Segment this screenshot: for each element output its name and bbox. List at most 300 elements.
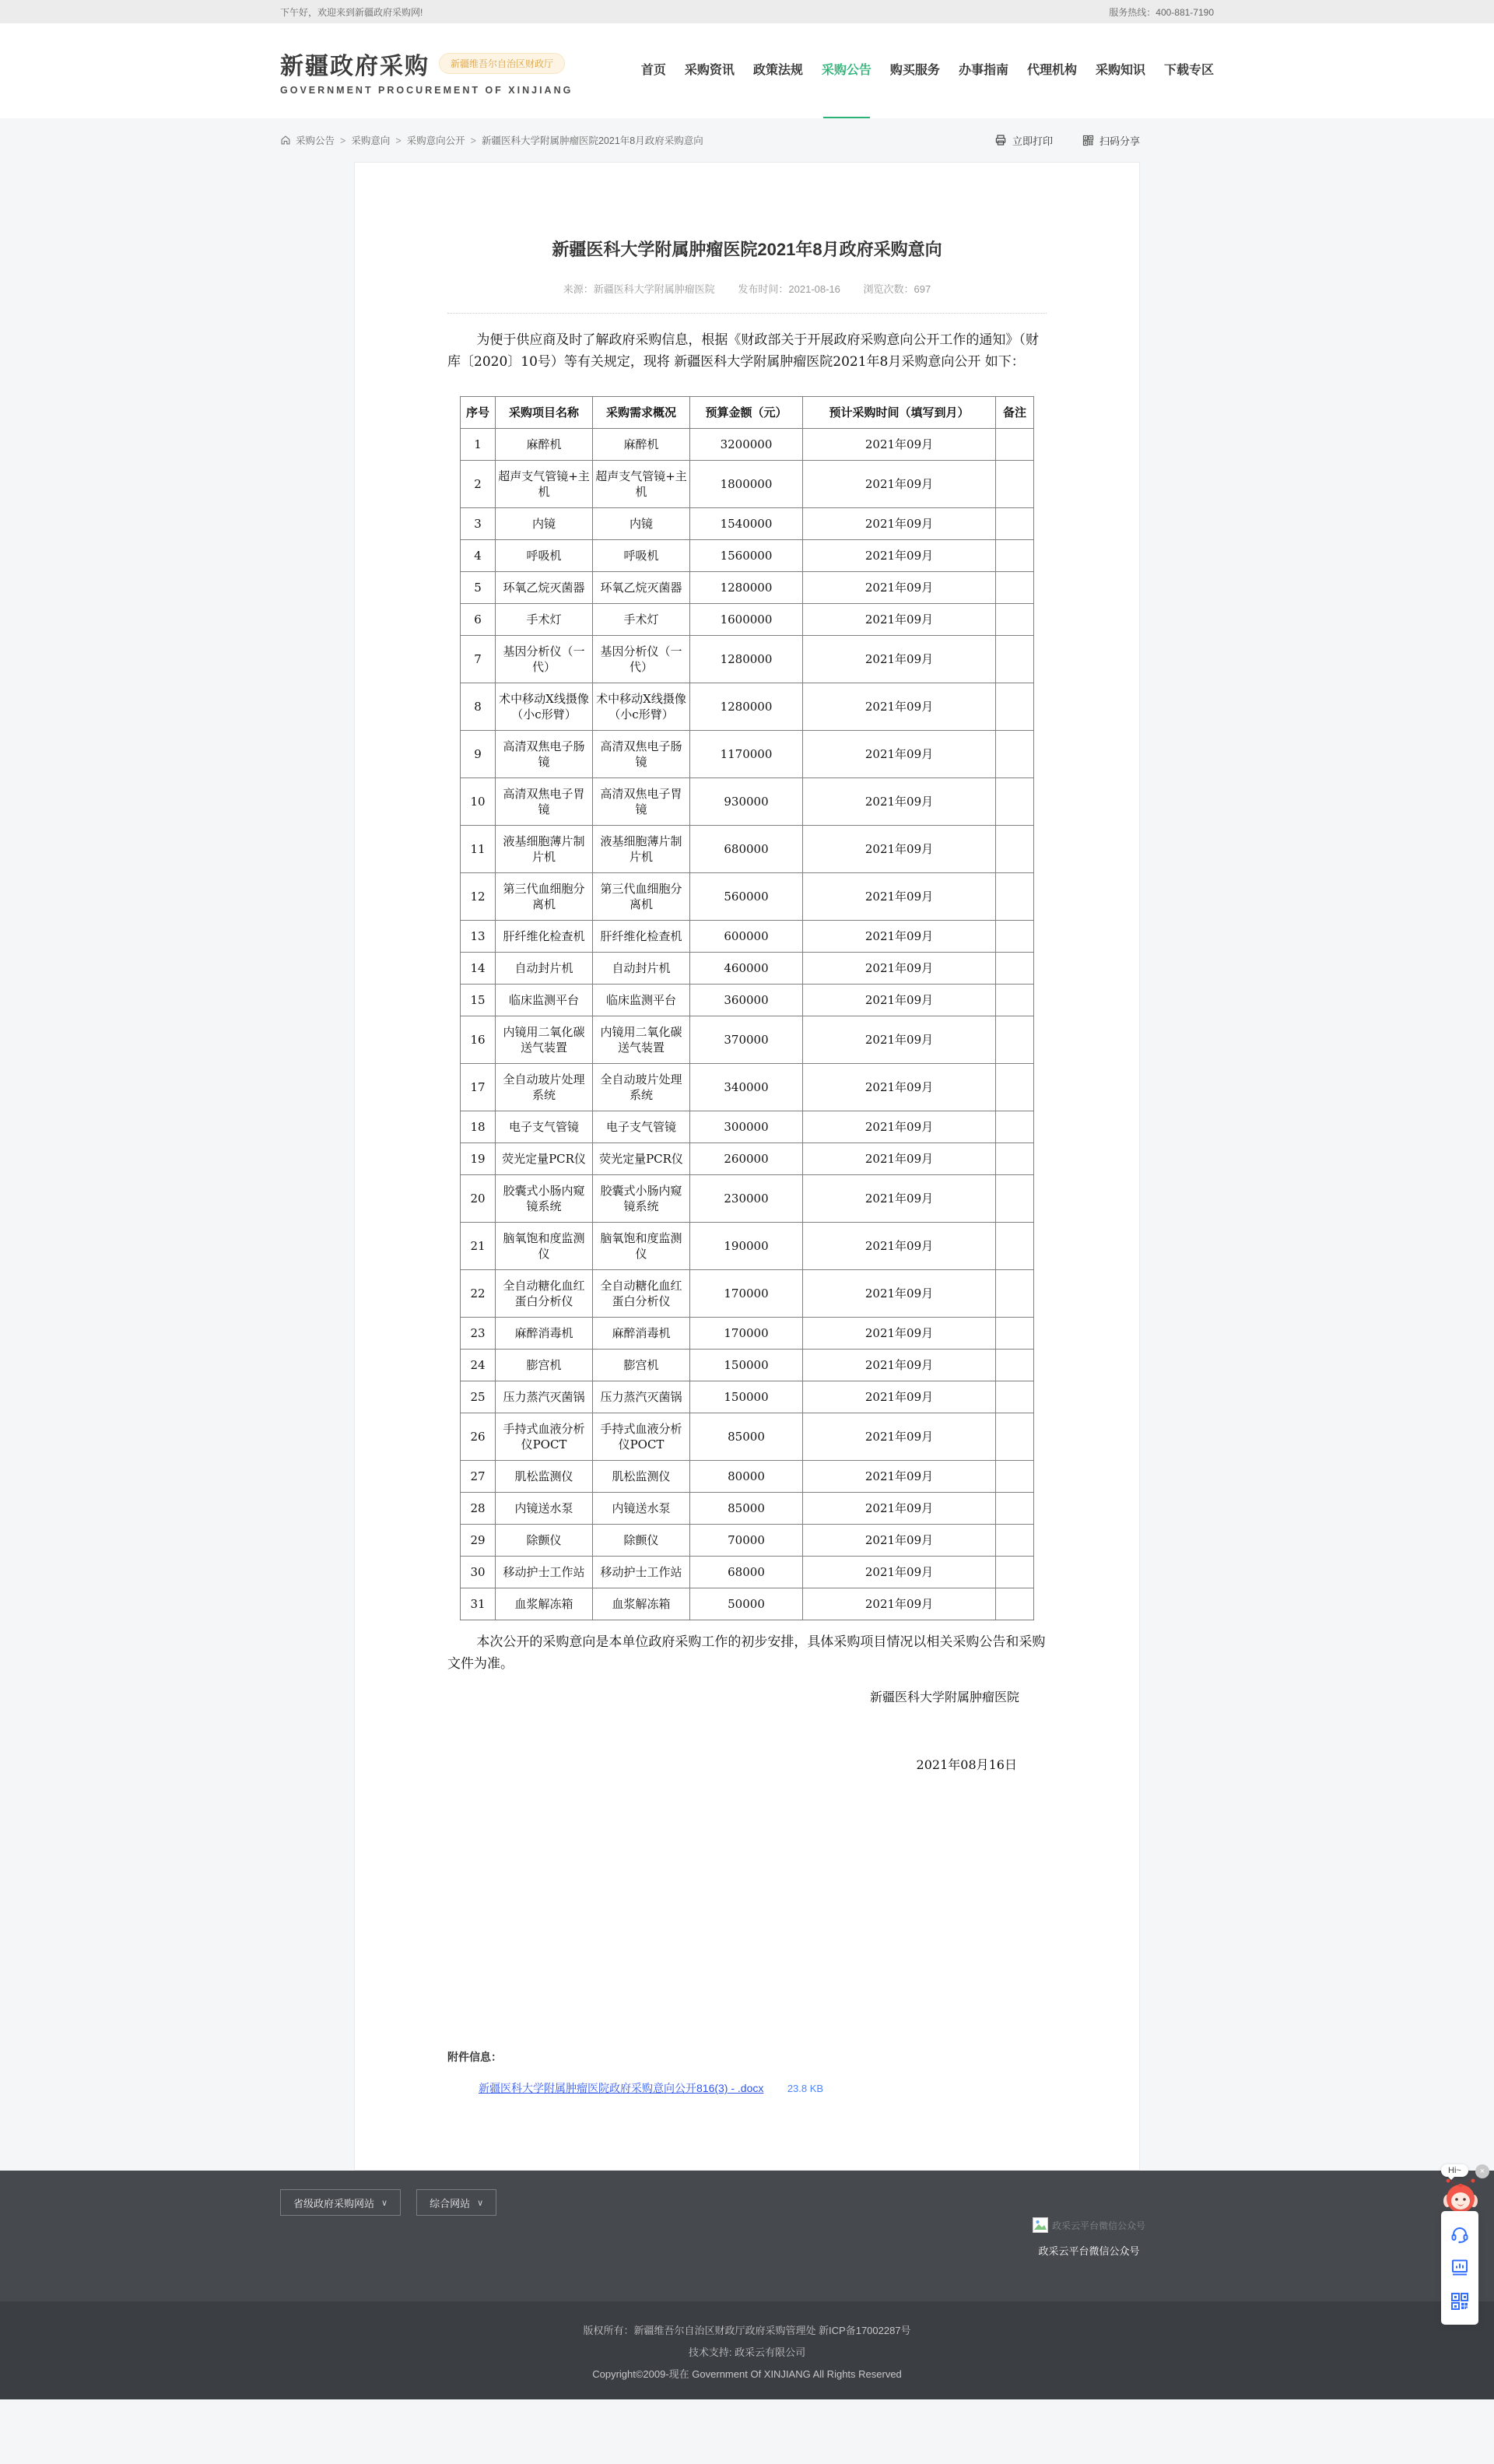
table-cell: 150000 bbox=[690, 1350, 803, 1381]
table-cell: 电子支气管镜 bbox=[593, 1111, 690, 1143]
table-cell: 14 bbox=[461, 953, 496, 985]
greeting-text: 下午好，欢迎来到新疆政府采购网! bbox=[280, 6, 423, 18]
table-row bbox=[461, 1143, 1034, 1175]
article-card bbox=[354, 162, 1140, 2171]
table-cell: 68000 bbox=[690, 1557, 803, 1588]
table-cell: 2021年09月 bbox=[803, 1111, 996, 1143]
nav-item-policy[interactable]: 政策法规 bbox=[752, 64, 803, 77]
table-row bbox=[461, 1557, 1034, 1588]
table-cell: 全自动玻片处理系统 bbox=[593, 1064, 690, 1111]
table-cell bbox=[996, 1557, 1034, 1588]
portal-site-select-label: 综合网站 bbox=[430, 2197, 471, 2210]
table-cell: 2021年09月 bbox=[803, 873, 996, 921]
table-cell: 液基细胞薄片制片机 bbox=[593, 826, 690, 873]
table-cell: 移动护士工作站 bbox=[593, 1557, 690, 1588]
breadcrumb-separator: > bbox=[395, 135, 402, 146]
table-cell bbox=[996, 1270, 1034, 1318]
table-cell: 7 bbox=[461, 636, 496, 683]
table-cell: 自动封片机 bbox=[496, 953, 593, 985]
table-cell: 移动护士工作站 bbox=[496, 1557, 593, 1588]
table-cell: 190000 bbox=[690, 1223, 803, 1270]
table-cell: 胶囊式小肠内窥镜系统 bbox=[496, 1175, 593, 1223]
table-cell: 术中移动X线摄像（小c形臂） bbox=[593, 683, 690, 731]
site-footer bbox=[0, 2171, 1494, 2399]
table-cell bbox=[996, 1318, 1034, 1350]
table-cell: 2021年09月 bbox=[803, 508, 996, 540]
breadcrumb-row bbox=[0, 118, 1494, 162]
table-cell: 胶囊式小肠内窥镜系统 bbox=[593, 1175, 690, 1223]
table-cell: 10 bbox=[461, 778, 496, 826]
table-row bbox=[461, 461, 1034, 508]
table-cell: 2021年09月 bbox=[803, 1557, 996, 1588]
table-cell: 内镜送水泵 bbox=[593, 1493, 690, 1525]
table-cell: 22 bbox=[461, 1270, 496, 1318]
table-cell: 环氧乙烷灭菌器 bbox=[496, 572, 593, 604]
table-cell bbox=[996, 636, 1034, 683]
share-button[interactable] bbox=[1082, 133, 1140, 148]
table-row bbox=[461, 1111, 1034, 1143]
copyright-bar bbox=[0, 2301, 1494, 2399]
table-row bbox=[461, 604, 1034, 636]
table-row bbox=[461, 1525, 1034, 1557]
table-cell: 170000 bbox=[690, 1318, 803, 1350]
table-cell: 2021年09月 bbox=[803, 1350, 996, 1381]
top-strip bbox=[0, 0, 1494, 23]
table-cell: 460000 bbox=[690, 953, 803, 985]
table-cell: 脑氧饱和度监测仪 bbox=[496, 1223, 593, 1270]
table-cell: 230000 bbox=[690, 1175, 803, 1223]
table-cell: 全自动糖化血红蛋白分析仪 bbox=[593, 1270, 690, 1318]
table-cell: 高清双焦电子胃镜 bbox=[593, 778, 690, 826]
table-cell bbox=[996, 1381, 1034, 1413]
table-cell: 150000 bbox=[690, 1381, 803, 1413]
table-cell: 基因分析仪（一代） bbox=[593, 636, 690, 683]
note-paragraph: 本次公开的采购意向是本单位政府采购工作的初步安排，具体采购项目情况以相关采购公告和采购文件为准。 bbox=[447, 1634, 1046, 1673]
table-cell: 2021年09月 bbox=[803, 778, 996, 826]
table-cell: 1280000 bbox=[690, 572, 803, 604]
floating-helper-widget bbox=[1433, 2136, 1492, 2331]
breadcrumb-item[interactable]: 采购意向公开 bbox=[406, 135, 465, 146]
article-body bbox=[447, 329, 1047, 2096]
table-cell: 2021年09月 bbox=[803, 1588, 996, 1620]
table-cell: 2021年09月 bbox=[803, 1064, 996, 1111]
table-cell: 肝纤维化检查机 bbox=[593, 921, 690, 953]
table-cell: 2021年09月 bbox=[803, 604, 996, 636]
intro-paragraph: 为便于供应商及时了解政府采购信息，根据《财政部关于开展政府采购意向公开工作的通知》（财库〔2020〕10号）等有关规定，现将 新疆医科大学附属肿瘤医院2021年8月采购意向公开 如下： bbox=[447, 332, 1039, 370]
table-row bbox=[461, 1588, 1034, 1620]
table-cell: 1 bbox=[461, 429, 496, 461]
table-row bbox=[461, 636, 1034, 683]
table-cell: 8 bbox=[461, 683, 496, 731]
column-header: 预计采购时间（填写到月） bbox=[803, 397, 996, 429]
table-cell: 2021年09月 bbox=[803, 540, 996, 572]
table-cell: 高清双焦电子肠镜 bbox=[593, 731, 690, 778]
table-row bbox=[461, 1064, 1034, 1111]
customer-service-icon[interactable] bbox=[1450, 2224, 1470, 2245]
page-title: 新疆医科大学附属肿瘤医院2021年8月政府采购意向 bbox=[552, 240, 942, 259]
table-cell: 31 bbox=[461, 1588, 496, 1620]
table-cell: 260000 bbox=[690, 1143, 803, 1175]
table-row bbox=[461, 1381, 1034, 1413]
table-cell: 2021年09月 bbox=[803, 731, 996, 778]
close-icon[interactable]: × bbox=[1475, 2164, 1489, 2178]
table-cell: 超声支气管镜+主机 bbox=[496, 461, 593, 508]
table-cell: 全自动玻片处理系统 bbox=[496, 1064, 593, 1111]
breadcrumb-item[interactable]: 采购公告 bbox=[296, 135, 335, 146]
floating-toolbar bbox=[1441, 2211, 1478, 2325]
wechat-qr-alt-text: 政采云平台微信公众号 bbox=[1051, 2220, 1145, 2231]
table-cell: 2021年09月 bbox=[803, 1270, 996, 1318]
table-cell: 手术灯 bbox=[593, 604, 690, 636]
meta-source: 来源：新疆医科大学附属肿瘤医院 bbox=[563, 283, 715, 295]
table-cell: 2021年09月 bbox=[803, 1175, 996, 1223]
table-cell: 荧光定量PCR仪 bbox=[593, 1143, 690, 1175]
table-cell: 85000 bbox=[690, 1493, 803, 1525]
table-cell bbox=[996, 985, 1034, 1016]
nav-item-knowledge[interactable]: 采购知识 bbox=[1095, 64, 1145, 77]
table-cell: 脑氧饱和度监测仪 bbox=[593, 1223, 690, 1270]
wechat-qr-block bbox=[1033, 2217, 1145, 2258]
hotline bbox=[1109, 5, 1214, 19]
table-row bbox=[461, 683, 1034, 731]
table-cell: 50000 bbox=[690, 1588, 803, 1620]
table-cell: 27 bbox=[461, 1461, 496, 1493]
site-logo-title: 新疆政府采购 bbox=[280, 53, 430, 79]
table-cell: 内镜用二氧化碳送气装置 bbox=[496, 1016, 593, 1064]
table-cell: 除颤仪 bbox=[593, 1525, 690, 1557]
table-cell bbox=[996, 429, 1034, 461]
copyright-line: 版权所有：新疆维吾尔自治区财政厅政府采购管理处 新ICP备17002287号 bbox=[583, 2325, 911, 2337]
table-cell: 1540000 bbox=[690, 508, 803, 540]
table-row bbox=[461, 953, 1034, 985]
table-cell: 2021年09月 bbox=[803, 985, 996, 1016]
table-cell: 1560000 bbox=[690, 540, 803, 572]
table-cell: 3 bbox=[461, 508, 496, 540]
table-cell: 全自动糖化血红蛋白分析仪 bbox=[496, 1270, 593, 1318]
table-cell: 内镜 bbox=[593, 508, 690, 540]
table-cell: 血浆解冻箱 bbox=[593, 1588, 690, 1620]
hotline-label: 服务热线： bbox=[1109, 6, 1156, 18]
table-cell: 5 bbox=[461, 572, 496, 604]
table-cell: 电子支气管镜 bbox=[496, 1111, 593, 1143]
table-cell: 28 bbox=[461, 1493, 496, 1525]
nav-item-news[interactable]: 采购资讯 bbox=[684, 64, 735, 77]
table-cell: 680000 bbox=[690, 826, 803, 873]
table-cell: 膨宫机 bbox=[593, 1350, 690, 1381]
table-row bbox=[461, 429, 1034, 461]
table-cell: 360000 bbox=[690, 985, 803, 1016]
table-cell: 内镜用二氧化碳送气装置 bbox=[593, 1016, 690, 1064]
table-row bbox=[461, 1350, 1034, 1381]
share-label: 扫码分享 bbox=[1099, 135, 1140, 147]
nav-item-download[interactable]: 下载专区 bbox=[1163, 64, 1214, 77]
table-cell bbox=[996, 1064, 1034, 1111]
table-cell: 3200000 bbox=[690, 429, 803, 461]
table-cell: 高清双焦电子肠镜 bbox=[496, 731, 593, 778]
table-cell: 20 bbox=[461, 1175, 496, 1223]
table-cell: 膨宫机 bbox=[496, 1350, 593, 1381]
table-cell bbox=[996, 572, 1034, 604]
table-cell: 2021年09月 bbox=[803, 1223, 996, 1270]
table-cell: 麻醉消毒机 bbox=[496, 1318, 593, 1350]
table-cell bbox=[996, 1111, 1034, 1143]
table-cell bbox=[996, 683, 1034, 731]
table-cell bbox=[996, 1588, 1034, 1620]
table-cell: 超声支气管镜+主机 bbox=[593, 461, 690, 508]
table-cell bbox=[996, 921, 1034, 953]
table-cell bbox=[996, 604, 1034, 636]
hi-bubble: Hi~ bbox=[1441, 2164, 1468, 2177]
table-cell: 18 bbox=[461, 1111, 496, 1143]
meta-publish-time: 发布时间：2021-08-16 bbox=[738, 283, 840, 295]
table-row bbox=[461, 1223, 1034, 1270]
breadcrumb-item: 新疆医科大学附属肿瘤医院2021年8月政府采购意向 bbox=[481, 135, 703, 146]
table-cell: 17 bbox=[461, 1064, 496, 1111]
table-cell: 930000 bbox=[690, 778, 803, 826]
table-cell: 2021年09月 bbox=[803, 1413, 996, 1461]
table-cell: 1170000 bbox=[690, 731, 803, 778]
table-cell: 70000 bbox=[690, 1525, 803, 1557]
table-cell: 9 bbox=[461, 731, 496, 778]
table-row bbox=[461, 826, 1034, 873]
table-cell: 2021年09月 bbox=[803, 1016, 996, 1064]
table-cell bbox=[996, 508, 1034, 540]
copyright-line: 技术支持: 政采云有限公司 bbox=[688, 2346, 806, 2359]
table-cell bbox=[996, 778, 1034, 826]
table-cell: 2021年09月 bbox=[803, 1493, 996, 1525]
table-cell: 2021年09月 bbox=[803, 1143, 996, 1175]
table-cell: 2021年09月 bbox=[803, 572, 996, 604]
table-cell: 2 bbox=[461, 461, 496, 508]
table-cell bbox=[996, 873, 1034, 921]
table-row bbox=[461, 1461, 1034, 1493]
table-row bbox=[461, 1318, 1034, 1350]
table-cell: 第三代血细胞分离机 bbox=[593, 873, 690, 921]
table-cell: 6 bbox=[461, 604, 496, 636]
province-site-select-label: 省级政府采购网站 bbox=[293, 2197, 375, 2210]
table-row bbox=[461, 1175, 1034, 1223]
table-cell bbox=[996, 731, 1034, 778]
table-row bbox=[461, 1493, 1034, 1525]
table-cell: 2021年09月 bbox=[803, 683, 996, 731]
print-label: 立即打印 bbox=[1012, 135, 1053, 147]
table-cell: 19 bbox=[461, 1143, 496, 1175]
hotline-number: 400-881-7190 bbox=[1156, 6, 1214, 18]
table-cell bbox=[996, 1493, 1034, 1525]
divider bbox=[447, 313, 1047, 314]
table-cell: 基因分析仪（一代） bbox=[496, 636, 593, 683]
table-cell: 术中移动X线摄像（小c形臂） bbox=[496, 683, 593, 731]
table-row bbox=[461, 731, 1034, 778]
table-cell: 2021年09月 bbox=[803, 921, 996, 953]
table-cell: 呼吸机 bbox=[593, 540, 690, 572]
table-cell: 2021年09月 bbox=[803, 1318, 996, 1350]
finance-dept-badge: 新疆维吾尔自治区财政厅 bbox=[439, 53, 565, 74]
nav-item-notice[interactable]: 采购公告 bbox=[822, 23, 872, 118]
table-cell: 2021年09月 bbox=[803, 826, 996, 873]
column-header: 预算金额（元） bbox=[690, 397, 803, 429]
signature-date: 2021年08月16日 bbox=[916, 1757, 1017, 1773]
procurement-intent-table bbox=[460, 396, 1034, 1620]
table-cell: 12 bbox=[461, 873, 496, 921]
wechat-caption: 政采云平台微信公众号 bbox=[1038, 2245, 1140, 2258]
site-logo[interactable] bbox=[280, 47, 573, 96]
table-row bbox=[461, 540, 1034, 572]
table-cell: 24 bbox=[461, 1350, 496, 1381]
table-row bbox=[461, 1413, 1034, 1461]
attachment-size: 23.8 KB bbox=[787, 2083, 824, 2095]
table-cell: 麻醉机 bbox=[496, 429, 593, 461]
nav-item-guide[interactable]: 办事指南 bbox=[958, 64, 1008, 77]
table-cell bbox=[996, 1461, 1034, 1493]
table-cell: 手持式血液分析仪POCT bbox=[593, 1413, 690, 1461]
table-cell bbox=[996, 1143, 1034, 1175]
table-cell: 560000 bbox=[690, 873, 803, 921]
site-header bbox=[0, 23, 1494, 118]
table-cell: 15 bbox=[461, 985, 496, 1016]
attachment-link[interactable]: 新疆医科大学附属肿瘤医院政府采购意向公开816(3) - .docx bbox=[479, 2082, 764, 2095]
table-row bbox=[461, 508, 1034, 540]
table-row bbox=[461, 1270, 1034, 1318]
table-cell: 手持式血液分析仪POCT bbox=[496, 1413, 593, 1461]
table-cell: 2021年09月 bbox=[803, 461, 996, 508]
attachment-label: 附件信息： bbox=[447, 2051, 502, 2064]
nav-item-service[interactable]: 购买服务 bbox=[889, 64, 940, 77]
printer-icon bbox=[994, 134, 1007, 146]
table-cell: 1600000 bbox=[690, 604, 803, 636]
table-cell: 1280000 bbox=[690, 683, 803, 731]
table-cell: 29 bbox=[461, 1525, 496, 1557]
table-cell: 340000 bbox=[690, 1064, 803, 1111]
table-cell: 手术灯 bbox=[496, 604, 593, 636]
article-meta bbox=[355, 281, 1139, 296]
article-actions bbox=[965, 133, 1140, 148]
breadcrumb bbox=[280, 133, 703, 147]
table-cell: 170000 bbox=[690, 1270, 803, 1318]
province-site-select[interactable] bbox=[280, 2189, 401, 2216]
table-cell: 呼吸机 bbox=[496, 540, 593, 572]
table-cell: 血浆解冻箱 bbox=[496, 1588, 593, 1620]
table-cell: 第三代血细胞分离机 bbox=[496, 873, 593, 921]
table-cell: 1800000 bbox=[690, 461, 803, 508]
table-cell bbox=[996, 1223, 1034, 1270]
table-row bbox=[461, 1016, 1034, 1064]
table-cell: 2021年09月 bbox=[803, 429, 996, 461]
home-icon bbox=[280, 135, 291, 146]
table-cell: 肌松监测仪 bbox=[593, 1461, 690, 1493]
table-cell bbox=[996, 1413, 1034, 1461]
table-cell bbox=[996, 461, 1034, 508]
column-header: 采购项目名称 bbox=[496, 397, 593, 429]
column-header: 序号 bbox=[461, 397, 496, 429]
table-cell: 16 bbox=[461, 1016, 496, 1064]
table-row bbox=[461, 985, 1034, 1016]
table-cell: 高清双焦电子胃镜 bbox=[496, 778, 593, 826]
table-cell: 压力蒸汽灭菌锅 bbox=[496, 1381, 593, 1413]
table-cell: 内镜送水泵 bbox=[496, 1493, 593, 1525]
table-cell: 23 bbox=[461, 1318, 496, 1350]
table-cell: 2021年09月 bbox=[803, 1461, 996, 1493]
table-cell: 荧光定量PCR仪 bbox=[496, 1143, 593, 1175]
table-cell: 370000 bbox=[690, 1016, 803, 1064]
table-cell: 环氧乙烷灭菌器 bbox=[593, 572, 690, 604]
table-cell: 自动封片机 bbox=[593, 953, 690, 985]
site-logo-subtitle: GOVERNMENT PROCUREMENT OF XINJIANG bbox=[280, 84, 573, 96]
column-header: 采购需求概况 bbox=[593, 397, 690, 429]
qr-share-icon bbox=[1082, 135, 1094, 146]
table-cell: 麻醉消毒机 bbox=[593, 1318, 690, 1350]
table-cell: 13 bbox=[461, 921, 496, 953]
table-cell: 600000 bbox=[690, 921, 803, 953]
table-cell: 肌松监测仪 bbox=[496, 1461, 593, 1493]
broken-image-icon bbox=[1033, 2217, 1048, 2233]
table-cell: 麻醉机 bbox=[593, 429, 690, 461]
table-cell: 80000 bbox=[690, 1461, 803, 1493]
copyright-line: Copyright©2009-现在 Government Of XINJIANG All Rights Reserved bbox=[592, 2368, 902, 2381]
table-row bbox=[461, 921, 1034, 953]
table-cell: 21 bbox=[461, 1223, 496, 1270]
table-cell: 除颤仪 bbox=[496, 1525, 593, 1557]
table-cell: 1280000 bbox=[690, 636, 803, 683]
table-cell: 4 bbox=[461, 540, 496, 572]
table-row bbox=[461, 572, 1034, 604]
table-cell: 300000 bbox=[690, 1111, 803, 1143]
table-cell bbox=[996, 1175, 1034, 1223]
chevron-down-icon: ∨ bbox=[381, 2198, 388, 2208]
table-cell bbox=[996, 1525, 1034, 1557]
signature-org: 新疆医科大学附属肿瘤医院 bbox=[869, 1690, 1019, 1705]
breadcrumb-item[interactable]: 采购意向 bbox=[351, 135, 391, 146]
table-cell: 压力蒸汽灭菌锅 bbox=[593, 1381, 690, 1413]
table-row bbox=[461, 873, 1034, 921]
table-cell: 临床监测平台 bbox=[496, 985, 593, 1016]
table-cell bbox=[996, 1016, 1034, 1064]
table-cell: 液基细胞薄片制片机 bbox=[496, 826, 593, 873]
portal-site-select[interactable] bbox=[416, 2189, 496, 2216]
table-cell: 11 bbox=[461, 826, 496, 873]
chevron-down-icon: ∨ bbox=[477, 2198, 484, 2208]
print-button[interactable] bbox=[994, 133, 1053, 148]
table-cell bbox=[996, 953, 1034, 985]
report-book-icon[interactable] bbox=[1450, 2258, 1470, 2278]
table-cell: 25 bbox=[461, 1381, 496, 1413]
table-cell bbox=[996, 826, 1034, 873]
table-cell: 30 bbox=[461, 1557, 496, 1588]
table-cell: 肝纤维化检查机 bbox=[496, 921, 593, 953]
table-row bbox=[461, 778, 1034, 826]
column-header: 备注 bbox=[996, 397, 1034, 429]
table-cell: 2021年09月 bbox=[803, 1381, 996, 1413]
nav-item-home[interactable]: 首页 bbox=[640, 64, 666, 77]
attachment-section bbox=[447, 2049, 1047, 2096]
breadcrumb-separator: > bbox=[340, 135, 346, 146]
main-nav bbox=[622, 23, 1214, 118]
table-cell: 临床监测平台 bbox=[593, 985, 690, 1016]
table-cell: 85000 bbox=[690, 1413, 803, 1461]
table-cell: 2021年09月 bbox=[803, 953, 996, 985]
table-cell: 26 bbox=[461, 1413, 496, 1461]
breadcrumb-separator: > bbox=[470, 135, 476, 146]
table-cell: 2021年09月 bbox=[803, 1525, 996, 1557]
table-cell: 内镜 bbox=[496, 508, 593, 540]
meta-view-count: 浏览次数：697 bbox=[863, 283, 931, 295]
nav-item-agency[interactable]: 代理机构 bbox=[1026, 64, 1077, 77]
qrcode-icon[interactable] bbox=[1450, 2291, 1470, 2311]
table-cell bbox=[996, 540, 1034, 572]
table-cell: 2021年09月 bbox=[803, 636, 996, 683]
table-header-row bbox=[461, 397, 1034, 429]
table-cell bbox=[996, 1350, 1034, 1381]
